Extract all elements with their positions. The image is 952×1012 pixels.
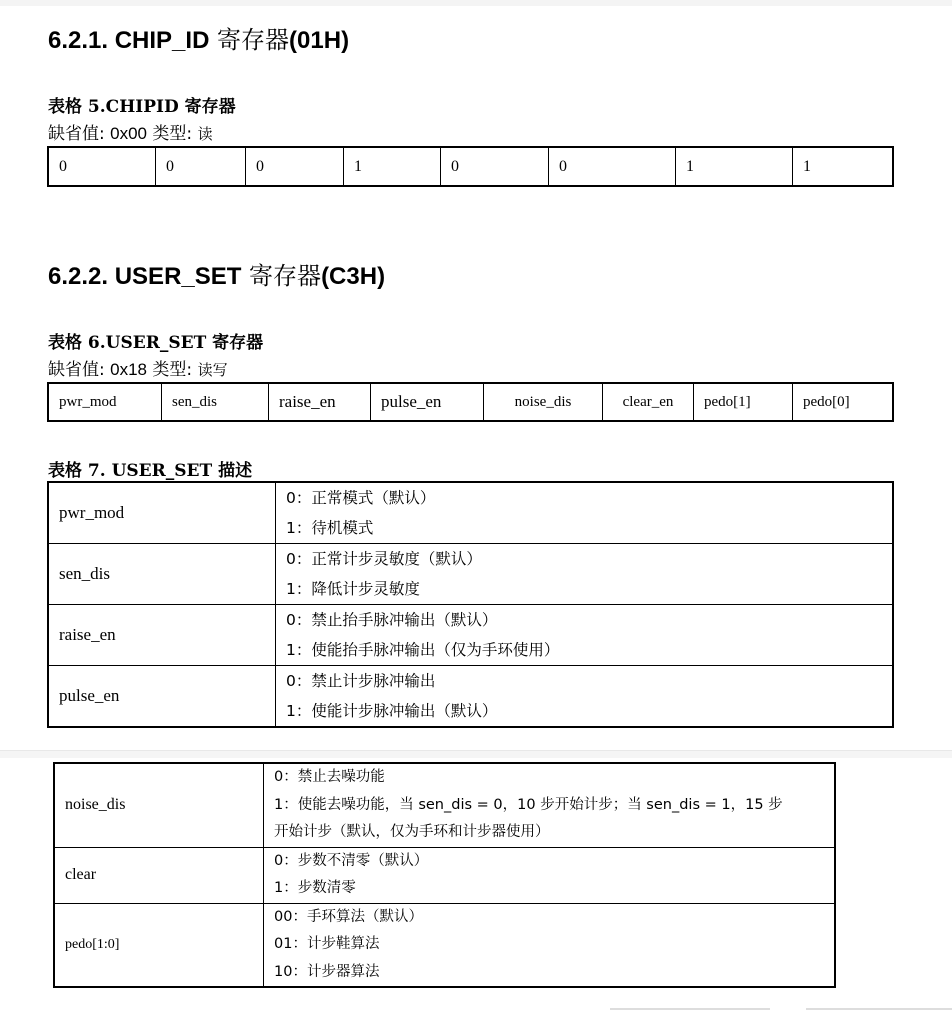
type-value: 读写 <box>197 361 228 379</box>
register-meta-chip-id <box>48 119 213 144</box>
field-description <box>276 605 894 666</box>
section-heading-user-set <box>48 256 385 291</box>
description-line: 1：降低计步灵敏度 <box>286 580 420 598</box>
bit-cell: 1 <box>793 147 894 186</box>
field-name: sen_dis <box>48 544 276 605</box>
table-row <box>48 666 893 728</box>
bit-cell: clear_en <box>603 383 694 421</box>
bit-cell: raise_en <box>269 383 371 421</box>
bit-cell: 1 <box>344 147 441 186</box>
description-line: 10：计步器算法 <box>274 963 380 980</box>
description-line: 01：计步鞋算法 <box>274 936 380 952</box>
type-label: 类型: <box>147 124 198 144</box>
bit-cell: pedo[1] <box>694 383 793 421</box>
footer-rule <box>610 1008 770 1010</box>
chip-id-bits-table <box>47 146 894 187</box>
table-caption-6: 表格 6.USER_SET 寄存器 <box>48 333 264 353</box>
description-line: 00：手环算法（默认） <box>274 908 423 925</box>
section-heading-chip-id <box>48 20 349 55</box>
document-page <box>0 6 952 750</box>
bits-row <box>48 383 893 421</box>
bit-cell: noise_dis <box>484 383 603 421</box>
type-label: 类型: <box>147 360 198 380</box>
field-description <box>276 666 894 728</box>
bits-row <box>48 147 893 186</box>
description-line: 1：使能抬手脉冲输出（仅为手环使用） <box>286 641 560 659</box>
table-row <box>48 544 893 605</box>
heading-address: (01H) <box>289 27 350 54</box>
document-page-2 <box>0 758 952 1012</box>
table-row <box>54 763 835 847</box>
table-row <box>48 605 893 666</box>
default-label: 缺省值: <box>48 124 111 144</box>
field-name: clear <box>54 847 264 903</box>
description-line: 开始计步（默认，仅为手环和计步器使用） <box>274 824 550 840</box>
field-description <box>264 903 836 987</box>
heading-cjk-text: 寄存器 <box>241 262 322 290</box>
bit-cell: 0 <box>48 147 156 186</box>
user-set-description-table-continued <box>53 762 836 988</box>
bit-cell: pedo[0] <box>793 383 894 421</box>
description-line: 1：待机模式 <box>286 519 374 537</box>
field-name: noise_dis <box>54 763 264 847</box>
field-name: raise_en <box>48 605 276 666</box>
bit-cell: 0 <box>246 147 344 186</box>
field-name: pulse_en <box>48 666 276 728</box>
default-label: 缺省值: <box>48 360 111 380</box>
heading-text: 6.2.1. CHIP_ID <box>48 27 210 54</box>
field-description <box>264 763 836 847</box>
description-line: 0：正常计步灵敏度（默认） <box>286 550 482 568</box>
bit-cell: pulse_en <box>371 383 484 421</box>
description-line: 0：正常模式（默认） <box>286 489 436 507</box>
footer-rule <box>806 1008 952 1010</box>
field-name: pedo[1:0] <box>54 903 264 987</box>
bit-cell: 1 <box>676 147 793 186</box>
table-caption-5: 表格 5.CHIPID 寄存器 <box>48 97 236 117</box>
field-name: pwr_mod <box>48 482 276 544</box>
bit-cell: 0 <box>549 147 676 186</box>
table-row <box>54 903 835 987</box>
bit-cell: pwr_mod <box>48 383 162 421</box>
type-value: 读 <box>197 125 213 143</box>
user-set-description-table <box>47 481 894 728</box>
heading-cjk-text: 寄存器 <box>209 26 290 54</box>
table-row <box>54 847 835 903</box>
field-description <box>276 544 894 605</box>
user-set-bits-table <box>47 382 894 422</box>
register-meta-user-set <box>48 355 228 380</box>
description-line: 0：禁止计步脉冲输出 <box>286 672 436 690</box>
bit-cell: sen_dis <box>162 383 269 421</box>
description-line: 1：步数清零 <box>274 880 356 896</box>
field-description <box>264 847 836 903</box>
table-row <box>48 482 893 544</box>
description-line: 1：使能计步脉冲输出（默认） <box>286 702 498 720</box>
description-line: 0：禁止去噪功能 <box>274 769 385 785</box>
heading-text: 6.2.2. USER_SET <box>48 263 242 290</box>
default-value: 0x00 <box>110 124 148 143</box>
bit-cell: 0 <box>156 147 246 186</box>
field-description <box>276 482 894 544</box>
description-line: 0：步数不清零（默认） <box>274 852 429 869</box>
bit-cell: 0 <box>441 147 549 186</box>
heading-address: (C3H) <box>321 263 386 290</box>
description-line: 0：禁止抬手脉冲输出（默认） <box>286 611 498 629</box>
default-value: 0x18 <box>110 360 148 379</box>
description-line: 1：使能去噪功能，当 sen_dis = 0，10 步开始计步；当 sen_dis = 1，15 步 <box>274 796 783 813</box>
table-caption-7: 表格 7. USER_SET 描述 <box>48 461 253 481</box>
